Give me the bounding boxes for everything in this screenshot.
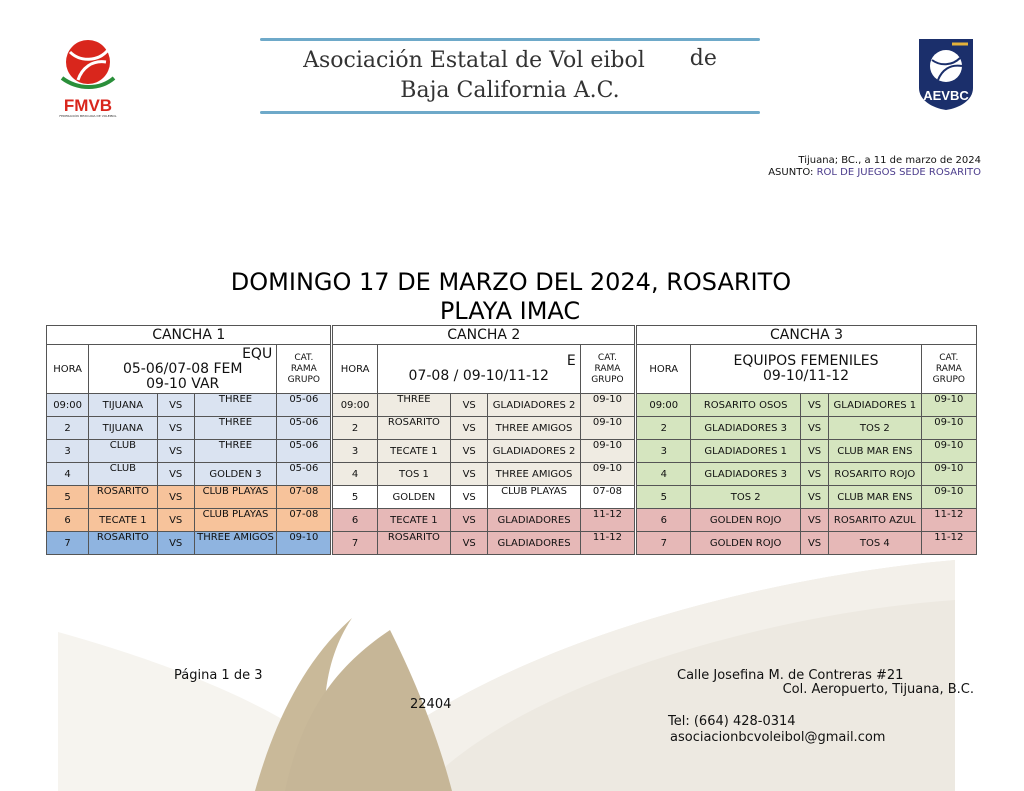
event-title: DOMINGO 17 DE MARZO DEL 2024, ROSARITO	[230, 268, 792, 296]
header-title-text: Asociación Estatal de Vol eibol	[303, 48, 645, 73]
court-2-team-away: GLADIADORES	[488, 509, 580, 532]
court-1-vs: VS	[157, 440, 194, 463]
court-3-team-home: ROSARITO OSOS	[691, 394, 801, 417]
schedule-table	[46, 325, 977, 555]
court-1-team-home: TECATE 1	[89, 509, 157, 532]
court-3-team-away: GLADIADORES 1	[829, 394, 921, 417]
court-3-hora: 2	[636, 417, 691, 440]
col-cat-2: RAMA	[935, 363, 962, 374]
col-cat-3: GRUPO	[932, 374, 965, 385]
court-2-teams-header	[377, 345, 580, 394]
court-2-vs: VS	[451, 532, 488, 555]
court-2-hora: 6	[332, 509, 377, 532]
court-1-team-home: ROSARITO	[89, 486, 157, 509]
court-2-team-away: THREE AMIGOS	[488, 417, 580, 440]
address-line2: Col. Aeropuerto, Tijuana, B.C.	[782, 682, 974, 697]
col-cat-1: CAT.	[294, 352, 314, 363]
court-2-team-away: GLADIADORES	[488, 532, 580, 555]
col-cat	[580, 345, 635, 394]
court-2-category: 09-10	[580, 440, 635, 463]
header-top-rule	[260, 38, 760, 41]
schedule-row	[47, 394, 977, 417]
page-number: Página 1 de 3	[174, 668, 263, 683]
header-title-line2: Baja California A.C.	[400, 78, 620, 103]
court-1-category: 09-10	[277, 532, 332, 555]
court-2-vs: VS	[451, 440, 488, 463]
court-3-hora: 6	[636, 509, 691, 532]
court-2-team-home: THREE	[377, 394, 450, 417]
col-cat-1: CAT.	[597, 352, 617, 363]
court-1-category: 07-08	[277, 486, 332, 509]
court-2-category: 07-08	[580, 486, 635, 509]
court-3-team-away: CLUB MAR ENS	[829, 440, 921, 463]
court-2-hora: 5	[332, 486, 377, 509]
court-2-hora: 3	[332, 440, 377, 463]
court-2-team-home: TECATE 1	[377, 440, 450, 463]
court-3-vs: VS	[800, 440, 828, 463]
court-1-header: CANCHA 1	[47, 326, 332, 345]
court-2-vs: VS	[451, 463, 488, 486]
court-2-hora: 7	[332, 532, 377, 555]
court-1-hora: 2	[47, 417, 89, 440]
postal-code: 22404	[410, 697, 452, 712]
court-1-header-cut: EQU	[242, 345, 273, 362]
court-2-header-cut: E	[566, 353, 576, 369]
court-3-header: CANCHA 3	[636, 326, 977, 345]
col-hora: HORA	[332, 345, 377, 394]
court-1-header-cat: 05-06/07-08 FEM	[122, 360, 243, 377]
fmvb-logo-text: FMVB	[63, 96, 113, 115]
email: asociacionbcvoleibol@gmail.com	[670, 730, 886, 745]
schedule-row	[47, 486, 977, 509]
header-title-line1	[260, 48, 760, 73]
court-1-vs: VS	[157, 532, 194, 555]
court-3-vs: VS	[800, 394, 828, 417]
fmvb-logo	[48, 32, 128, 120]
col-hora: HORA	[636, 345, 691, 394]
court-2-team-home: ROSARITO	[377, 532, 450, 555]
schedule-row	[47, 463, 977, 486]
event-venue: PLAYA IMAC	[439, 297, 581, 325]
court-1-hora: 4	[47, 463, 89, 486]
aevbc-logo	[916, 36, 976, 112]
subject-label: ASUNTO:	[768, 167, 817, 178]
court-1-category: 07-08	[277, 509, 332, 532]
court-1-hora: 3	[47, 440, 89, 463]
court-1-hora: 09:00	[47, 394, 89, 417]
court-1-team-away: CLUB PLAYAS	[194, 509, 276, 532]
aevbc-logo-text: AEVBC	[923, 88, 969, 103]
court-1-team-away: THREE	[194, 440, 276, 463]
letter-date: Tijuana; BC., a 11 de marzo de 2024	[798, 155, 981, 166]
col-cat-3: GRUPO	[591, 374, 624, 385]
court-2-category: 11-12	[580, 509, 635, 532]
court-2-team-home: GOLDEN	[377, 486, 450, 509]
court-1-team-home: TIJUANA	[89, 417, 157, 440]
court-3-hora: 4	[636, 463, 691, 486]
column-header-row	[47, 345, 977, 394]
court-2-header: CANCHA 2	[332, 326, 636, 345]
court-2-category: 09-10	[580, 394, 635, 417]
col-cat-2: RAMA	[594, 363, 621, 374]
court-3-team-home: GLADIADORES 3	[691, 417, 801, 440]
header-bottom-rule	[260, 111, 760, 114]
court-3-category: 09-10	[921, 463, 976, 486]
court-3-team-home: GLADIADORES 3	[691, 463, 801, 486]
col-cat-1: CAT.	[939, 352, 959, 363]
court-3-hora: 3	[636, 440, 691, 463]
court-1-vs: VS	[157, 509, 194, 532]
header-title-de: de	[689, 46, 717, 71]
court-3-team-home: GOLDEN ROJO	[691, 532, 801, 555]
volleyball-icon	[48, 32, 128, 96]
court-3-category: 09-10	[921, 440, 976, 463]
col-cat	[277, 345, 332, 394]
court-1-team-away: CLUB PLAYAS	[194, 486, 276, 509]
court-3-vs: VS	[800, 509, 828, 532]
court-3-category: 09-10	[921, 394, 976, 417]
court-1-team-away: THREE	[194, 417, 276, 440]
court-3-team-away: CLUB MAR ENS	[829, 486, 921, 509]
court-1-team-home: CLUB	[89, 463, 157, 486]
court-1-team-away: GOLDEN 3	[194, 463, 276, 486]
court-3-team-away: TOS 4	[829, 532, 921, 555]
schedule-body	[47, 394, 977, 555]
court-3-team-home: TOS 2	[691, 486, 801, 509]
court-1-header-var: 09-10 VAR	[146, 375, 220, 392]
court-2-hora: 2	[332, 417, 377, 440]
phone: Tel: (664) 428-0314	[668, 714, 796, 729]
col-cat-2: RAMA	[290, 363, 317, 374]
court-1-team-away: THREE	[194, 394, 276, 417]
court-1-team-away: THREE AMIGOS	[194, 532, 276, 555]
letter-subject	[768, 167, 981, 178]
court-3-header-title: EQUIPOS FEMENILES	[733, 353, 879, 369]
court-2-vs: VS	[451, 486, 488, 509]
court-3-team-home: GLADIADORES 1	[691, 440, 801, 463]
schedule-row	[47, 509, 977, 532]
court-1-team-home: ROSARITO	[89, 532, 157, 555]
col-cat	[921, 345, 976, 394]
court-1-category: 05-06	[277, 440, 332, 463]
court-1-category: 05-06	[277, 463, 332, 486]
court-3-vs: VS	[800, 417, 828, 440]
court-1-vs: VS	[157, 417, 194, 440]
address-line1: Calle Josefina M. de Contreras #21	[677, 668, 904, 683]
court-1-vs: VS	[157, 486, 194, 509]
fmvb-logo-subtext: FEDERACIÓN MEXICANA DE VOLEIBOL	[59, 114, 117, 118]
schedule-row	[47, 417, 977, 440]
court-3-hora: 5	[636, 486, 691, 509]
court-2-hora: 4	[332, 463, 377, 486]
col-cat-3: GRUPO	[287, 374, 320, 385]
col-hora: HORA	[47, 345, 89, 394]
court-1-category: 05-06	[277, 417, 332, 440]
court-2-team-home: ROSARITO	[377, 417, 450, 440]
court-3-header-cat: 09-10/11-12	[762, 368, 850, 384]
court-header-row	[47, 326, 977, 345]
court-2-header-cat: 07-08 / 09-10/11-12	[408, 368, 549, 384]
court-3-team-away: ROSARITO ROJO	[829, 463, 921, 486]
court-2-vs: VS	[451, 417, 488, 440]
court-2-team-home: TOS 1	[377, 463, 450, 486]
court-1-team-home: CLUB	[89, 440, 157, 463]
court-1-vs: VS	[157, 394, 194, 417]
court-3-category: 11-12	[921, 532, 976, 555]
court-3-category: 11-12	[921, 509, 976, 532]
court-3-teams-header	[691, 345, 921, 394]
court-1-category: 05-06	[277, 394, 332, 417]
court-2-team-away: GLADIADORES 2	[488, 394, 580, 417]
court-1-teams-header	[89, 345, 277, 394]
court-3-vs: VS	[800, 532, 828, 555]
court-1-hora: 6	[47, 509, 89, 532]
court-2-category: 09-10	[580, 417, 635, 440]
court-3-category: 09-10	[921, 417, 976, 440]
court-3-vs: VS	[800, 486, 828, 509]
court-2-vs: VS	[451, 394, 488, 417]
court-3-hora: 09:00	[636, 394, 691, 417]
court-2-vs: VS	[451, 509, 488, 532]
court-2-category: 09-10	[580, 463, 635, 486]
subject-value: ROL DE JUEGOS SEDE ROSARITO	[816, 167, 981, 178]
court-3-team-away: ROSARITO AZUL	[829, 509, 921, 532]
court-3-team-home: GOLDEN ROJO	[691, 509, 801, 532]
court-1-hora: 5	[47, 486, 89, 509]
court-1-hora: 7	[47, 532, 89, 555]
court-1-vs: VS	[157, 463, 194, 486]
court-2-team-away: CLUB PLAYAS	[488, 486, 580, 509]
court-3-hora: 7	[636, 532, 691, 555]
schedule-row	[47, 440, 977, 463]
court-2-team-away: GLADIADORES 2	[488, 440, 580, 463]
court-2-category: 11-12	[580, 532, 635, 555]
court-3-team-away: TOS 2	[829, 417, 921, 440]
court-3-category: 09-10	[921, 486, 976, 509]
schedule-row	[47, 532, 977, 555]
court-2-team-away: THREE AMIGOS	[488, 463, 580, 486]
court-3-vs: VS	[800, 463, 828, 486]
court-2-hora: 09:00	[332, 394, 377, 417]
court-1-team-home: TIJUANA	[89, 394, 157, 417]
court-2-team-home: TECATE 1	[377, 509, 450, 532]
